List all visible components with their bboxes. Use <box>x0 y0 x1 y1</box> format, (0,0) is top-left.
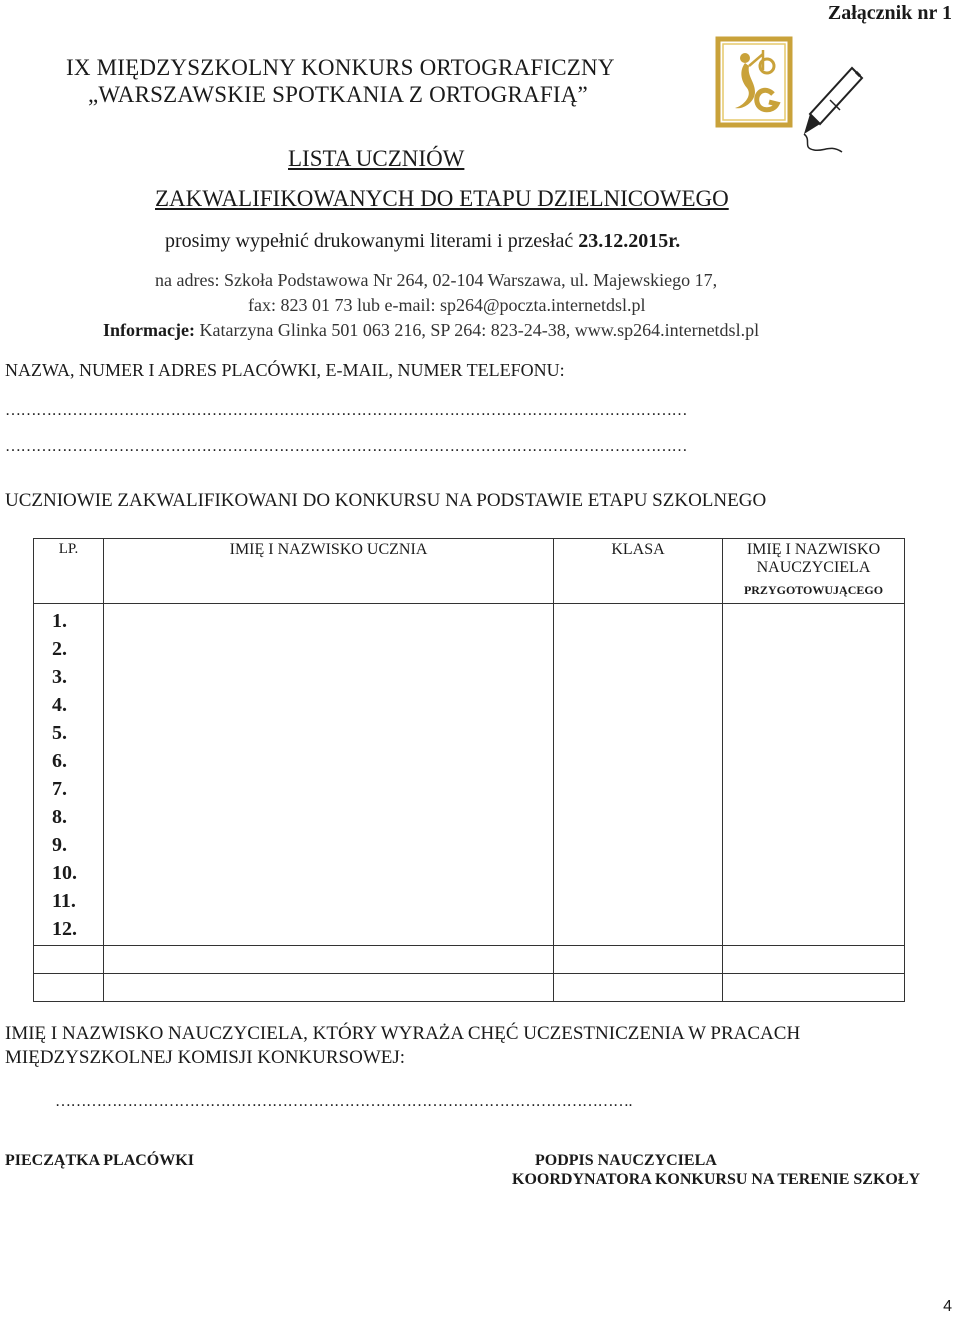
info-text: Katarzyna Glinka 501 063 216, SP 264: 823-24-38, www.sp264.internetdsl.pl <box>194 320 760 340</box>
column-header-lp: LP. <box>34 539 104 604</box>
row-number: 6. <box>52 750 67 772</box>
teacher-header-line1: IMIĘ I NAZWISKO <box>746 541 881 558</box>
signature-label-line2: KOORDYNATORA KONKURSU NA TERENIE SZKOŁY <box>512 1171 921 1188</box>
fountain-pen-icon <box>790 60 870 160</box>
mermaid-logo-icon <box>715 36 793 128</box>
row-number: 4. <box>52 694 67 716</box>
row-number: 8. <box>52 806 67 828</box>
submission-request <box>165 230 680 253</box>
table-header-row <box>34 539 905 604</box>
column-header-teacher <box>723 539 905 604</box>
teacher-header-line2: NAUCZYCIELA <box>756 559 871 576</box>
row-numbers-cell <box>34 604 104 946</box>
table-row <box>34 974 905 1002</box>
contact-info <box>103 320 759 341</box>
row-number: 3. <box>52 666 67 688</box>
contest-title: IX MIĘDZYSZKOLNY KONKURS ORTOGRAFICZNY <box>66 55 615 80</box>
institution-field-line-1[interactable]: …………………………………………………………………………………………………………………… <box>5 402 687 419</box>
institution-field-line-2[interactable]: …………………………………………………………………………………………………………………… <box>5 438 687 455</box>
row-number: 2. <box>52 638 67 660</box>
empty-name-cell[interactable] <box>104 946 554 974</box>
empty-teacher-cell[interactable] <box>723 974 905 1002</box>
row-number: 12. <box>52 918 77 940</box>
table-row <box>34 604 905 946</box>
students-table <box>33 538 905 1002</box>
stamp-label: PIECZĄTKA PLACÓWKI <box>5 1152 194 1169</box>
list-subtitle: ZAKWALIFIKOWANYCH DO ETAPU DZIELNICOWEGO <box>155 186 729 211</box>
students-section-heading: UCZNIOWIE ZAKWALIFIKOWANI DO KONKURSU NA PODSTAWIE ETAPU SZKOLNEGO <box>5 490 767 511</box>
empty-name-cell[interactable] <box>104 974 554 1002</box>
column-header-class: KLASA <box>554 539 723 604</box>
empty-lp-cell[interactable] <box>34 974 104 1002</box>
info-label: Informacje: <box>103 320 195 340</box>
commission-question-line2: MIĘDZYSZKOLNEJ KOMISJI KONKURSOWEJ: <box>5 1047 406 1068</box>
empty-lp-cell[interactable] <box>34 946 104 974</box>
table-row <box>34 946 905 974</box>
row-number: 7. <box>52 778 67 800</box>
student-names-cell[interactable] <box>104 604 554 946</box>
deadline-date: 23.12.2015r. <box>578 230 681 252</box>
request-text: prosimy wypełnić drukowanymi literami i przesłać <box>165 230 579 252</box>
signature-label-line1: PODPIS NAUCZYCIELA <box>535 1152 717 1169</box>
fax-email: fax: 823 01 73 lub e-mail: sp264@poczta.internetdsl.pl <box>248 295 646 315</box>
teacher-header-line3: PRZYGOTOWUJĄCEGO <box>743 583 884 597</box>
row-number: 10. <box>52 862 77 884</box>
empty-teacher-cell[interactable] <box>723 946 905 974</box>
list-title: LISTA UCZNIÓW <box>288 146 465 171</box>
row-number: 5. <box>52 722 67 744</box>
teacher-names-cell[interactable] <box>723 604 905 946</box>
page-number: 4 <box>943 1298 952 1315</box>
row-number: 11. <box>52 890 76 912</box>
school-address: na adres: Szkoła Podstawowa Nr 264, 02-104 Warszawa, ul. Majewskiego 17, <box>155 270 718 290</box>
attachment-label: Załącznik nr 1 <box>827 2 952 24</box>
institution-label: NAZWA, NUMER I ADRES PLACÓWKI, E-MAIL, NUMER TELEFONU: <box>5 360 565 380</box>
row-number: 1. <box>52 610 67 632</box>
column-header-student-name: IMIĘ I NAZWISKO UCZNIA <box>104 539 554 604</box>
empty-class-cell[interactable] <box>554 974 723 1002</box>
commission-question-line1: IMIĘ I NAZWISKO NAUCZYCIELA, KTÓRY WYRAŻA CHĘĆ UCZESTNICZENIA W PRACACH <box>5 1023 801 1044</box>
contest-subtitle: „WARSZAWSKIE SPOTKANIA Z ORTOGRAFIĄ” <box>88 82 588 107</box>
commission-teacher-field[interactable]: …………………………………………………………………………………………………. <box>55 1093 632 1110</box>
empty-class-cell[interactable] <box>554 946 723 974</box>
row-number: 9. <box>52 834 67 856</box>
class-cell[interactable] <box>554 604 723 946</box>
